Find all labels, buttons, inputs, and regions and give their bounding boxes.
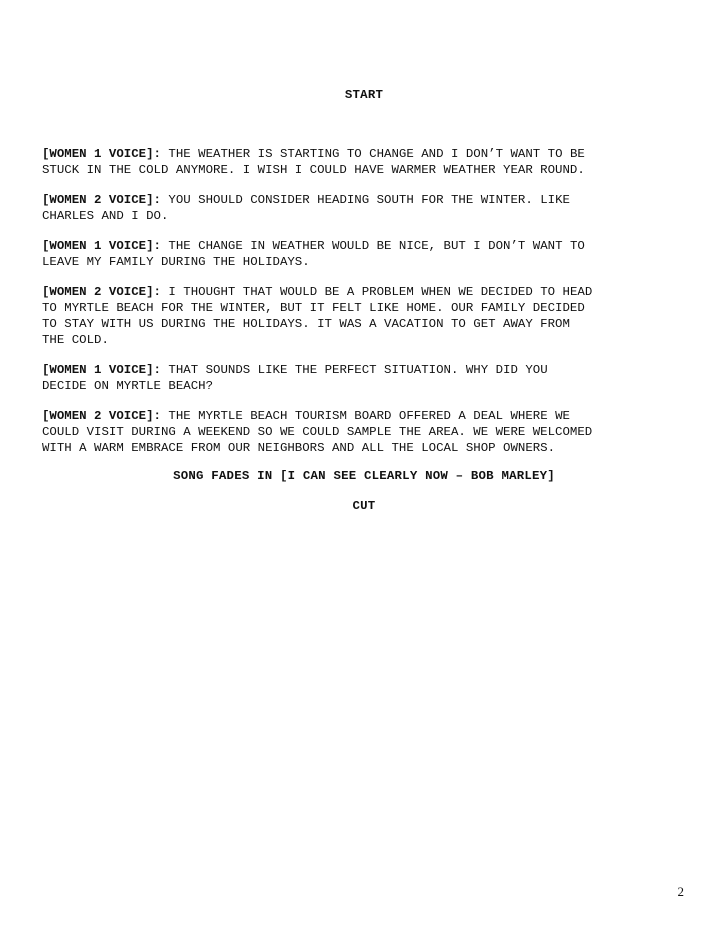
dialogue-paragraph-6 [42, 408, 692, 456]
dialogue-line: TO STAY WITH US DURING THE HOLIDAYS. IT WAS A VACATION TO GET AWAY FROM [42, 317, 570, 331]
dialogue-line [42, 146, 692, 162]
dialogue-paragraph-1 [42, 146, 692, 178]
dialogue-line [42, 408, 692, 424]
start-heading: START [344, 88, 384, 102]
dialogue-text: THAT SOUNDS LIKE THE PERFECT SITUATION. WHY DID YOU [160, 363, 548, 377]
dialogue-line: CHARLES AND I DO. [42, 209, 169, 223]
dialogue-line: STUCK IN THE COLD ANYMORE. I WISH I COULD HAVE WARMER WEATHER YEAR ROUND. [42, 163, 585, 177]
dialogue-line: LEAVE MY FAMILY DURING THE HOLIDAYS. [42, 255, 310, 269]
dialogue-text: YOU SHOULD CONSIDER HEADING SOUTH FOR THE WINTER. LIKE [160, 193, 570, 207]
speaker-label: [WOMEN 1 VOICE]: [42, 147, 161, 161]
dialogue-line: DECIDE ON MYRTLE BEACH? [42, 379, 214, 393]
dialogue-line: TO MYRTLE BEACH FOR THE WINTER, BUT IT FELT LIKE HOME. OUR FAMILY DECIDED [42, 301, 585, 315]
speaker-label: [WOMEN 2 VOICE]: [42, 409, 161, 423]
dialogue-line: WITH A WARM EMBRACE FROM OUR NEIGHBORS AND ALL THE LOCAL SHOP OWNERS. [42, 441, 556, 455]
speaker-label: [WOMEN 1 VOICE]: [42, 239, 161, 253]
dialogue-text: THE WEATHER IS STARTING TO CHANGE AND I DON’T WANT TO BE [160, 147, 585, 161]
dialogue-paragraph-5 [42, 362, 692, 394]
speaker-label: [WOMEN 1 VOICE]: [42, 363, 161, 377]
dialogue-line [42, 238, 692, 254]
speaker-label: [WOMEN 2 VOICE]: [42, 193, 161, 207]
dialogue-line: COULD VISIT DURING A WEEKEND SO WE COULD SAMPLE THE AREA. WE WERE WELCOMED [42, 425, 593, 439]
dialogue-text: THE CHANGE IN WEATHER WOULD BE NICE, BUT I DON’T WANT TO [160, 239, 585, 253]
dialogue-text: I THOUGHT THAT WOULD BE A PROBLEM WHEN WE DECIDED TO HEAD [160, 285, 593, 299]
dialogue-paragraph-2 [42, 192, 692, 224]
dialogue-paragraph-4 [42, 284, 692, 348]
dialogue-line [42, 284, 692, 300]
dialogue-line: THE COLD. [42, 333, 109, 347]
page-number: 2 [677, 884, 684, 899]
speaker-label: [WOMEN 2 VOICE]: [42, 285, 161, 299]
dialogue-line [42, 362, 692, 378]
dialogue-body [42, 146, 692, 470]
dialogue-text: THE MYRTLE BEACH TOURISM BOARD OFFERED A DEAL WHERE WE [160, 409, 570, 423]
dialogue-line [42, 192, 692, 208]
song-cue: SONG FADES IN [I CAN SEE CLEARLY NOW – BOB MARLEY] [173, 469, 555, 483]
dialogue-paragraph-3 [42, 238, 692, 270]
cut-heading: CUT [352, 499, 376, 513]
